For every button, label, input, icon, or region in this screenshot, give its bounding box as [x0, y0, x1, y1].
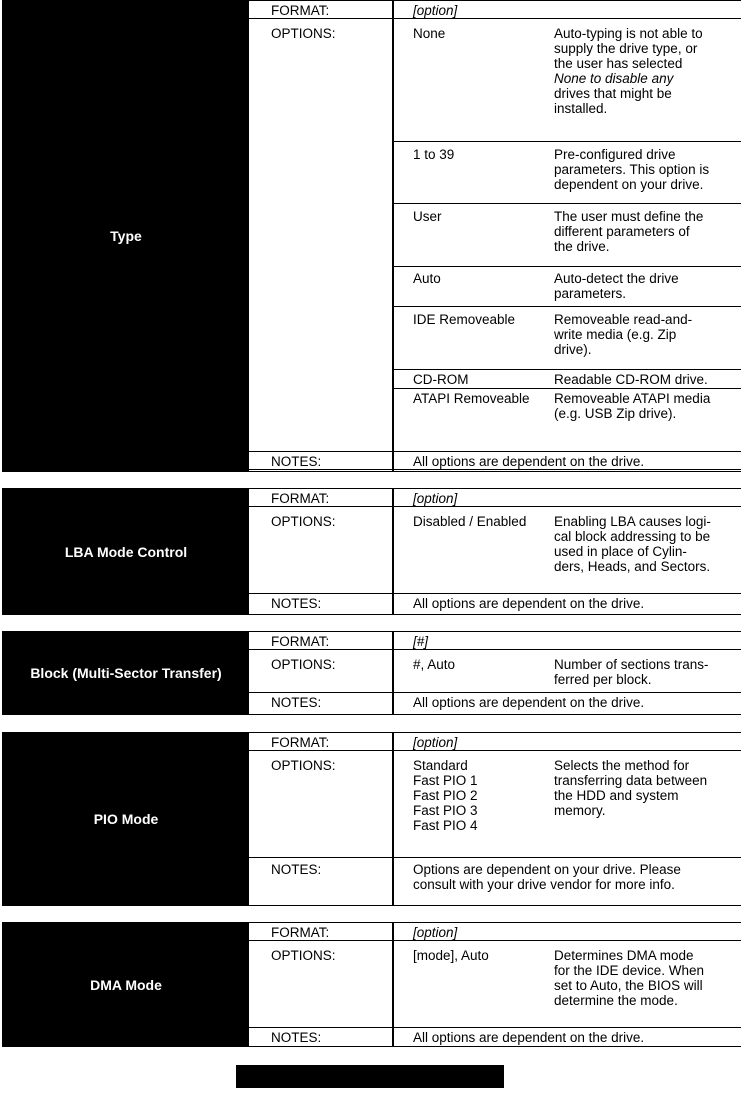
type-option-value: Auto — [413, 271, 441, 286]
lba-format-value: [option] — [413, 491, 458, 506]
dma-options-heading: OPTIONS: — [271, 948, 336, 963]
type-option-value: None — [413, 26, 446, 41]
type-option-description: Removeable ATAPI media (e.g. USB Zip drive). — [554, 391, 711, 421]
block-options-heading: OPTIONS: — [271, 657, 336, 672]
lba-option-description: Enabling LBA causes logi- cal block addressing to be used in place of Cylin- ders, Heads, and Sectors. — [554, 514, 711, 574]
lba-section — [2, 488, 741, 615]
block-section — [2, 631, 741, 715]
type-format-value: [option] — [413, 3, 458, 18]
pio-option-values: Standard Fast PIO 1 Fast PIO 2 Fast PIO 3 Fast PIO 4 — [413, 758, 478, 833]
type-section — [2, 0, 741, 472]
lba-label: LBA Mode Control — [3, 489, 249, 614]
type-option-description: Pre-configured drive parameters. This option is dependent on your drive. — [554, 147, 710, 192]
footer-bar — [236, 1065, 504, 1088]
type-option-value: IDE Removeable — [413, 312, 516, 327]
block-option-value: #, Auto — [413, 657, 456, 672]
dma-option-value: [mode], Auto — [413, 948, 489, 963]
type-option-value: ATAPI Removeable — [413, 391, 530, 406]
type-option-value: CD-ROM — [413, 372, 469, 387]
block-option-description: Number of sections trans- ferred per block. — [554, 657, 709, 687]
lba-format-heading: FORMAT: — [271, 491, 330, 506]
type-options-heading: OPTIONS: — [271, 26, 336, 41]
lba-notes-heading: NOTES: — [271, 596, 322, 611]
type-format-heading: FORMAT: — [271, 3, 330, 18]
pio-notes-text: Options are dependent on your drive. Please consult with your drive vendor for more info. — [413, 862, 681, 892]
pio-format-heading: FORMAT: — [271, 735, 330, 750]
type-label: Type — [3, 1, 249, 471]
dma-format-value: [option] — [413, 925, 458, 940]
type-option-description: Auto-typing is not able to supply the drive type, or the user has selected None to disable any drives that might be installed. — [554, 26, 703, 116]
lba-option-value: Disabled / Enabled — [413, 514, 527, 529]
dma-section — [2, 922, 741, 1047]
pio-options-heading: OPTIONS: — [271, 758, 336, 773]
pio-section — [2, 732, 741, 906]
type-option-value: 1 to 39 — [413, 147, 455, 162]
type-option-description: Auto-detect the drive parameters. — [554, 271, 679, 301]
block-format-heading: FORMAT: — [271, 634, 330, 649]
lba-options-heading: OPTIONS: — [271, 514, 336, 529]
type-option-description: Removeable read-and- write media (e.g. Zip drive). — [554, 312, 693, 357]
dma-format-heading: FORMAT: — [271, 925, 330, 940]
pio-format-value: [option] — [413, 735, 458, 750]
type-option-description: The user must define the different parameters of the drive. — [554, 209, 704, 254]
dma-option-description: Determines DMA mode for the IDE device. When set to Auto, the BIOS will determine the mode. — [554, 948, 705, 1008]
dma-label: DMA Mode — [3, 923, 249, 1046]
type-option-value: User — [413, 209, 442, 224]
type-notes-heading: NOTES: — [271, 454, 322, 469]
block-label: Block (Multi-Sector Transfer) — [3, 632, 249, 714]
type-notes-text: All options are dependent on the drive. — [413, 454, 645, 469]
pio-notes-heading: NOTES: — [271, 862, 322, 877]
pio-label: PIO Mode — [3, 733, 249, 905]
dma-notes-text: All options are dependent on the drive. — [413, 1030, 645, 1045]
type-option-description: Readable CD-ROM drive. — [554, 372, 708, 387]
dma-notes-heading: NOTES: — [271, 1030, 322, 1045]
pio-option-description: Selects the method for transferring data between the HDD and system memory. — [554, 758, 708, 818]
block-notes-text: All options are dependent on the drive. — [413, 695, 645, 710]
block-format-value: [#] — [413, 634, 429, 649]
lba-notes-text: All options are dependent on the drive. — [413, 596, 645, 611]
block-notes-heading: NOTES: — [271, 695, 322, 710]
